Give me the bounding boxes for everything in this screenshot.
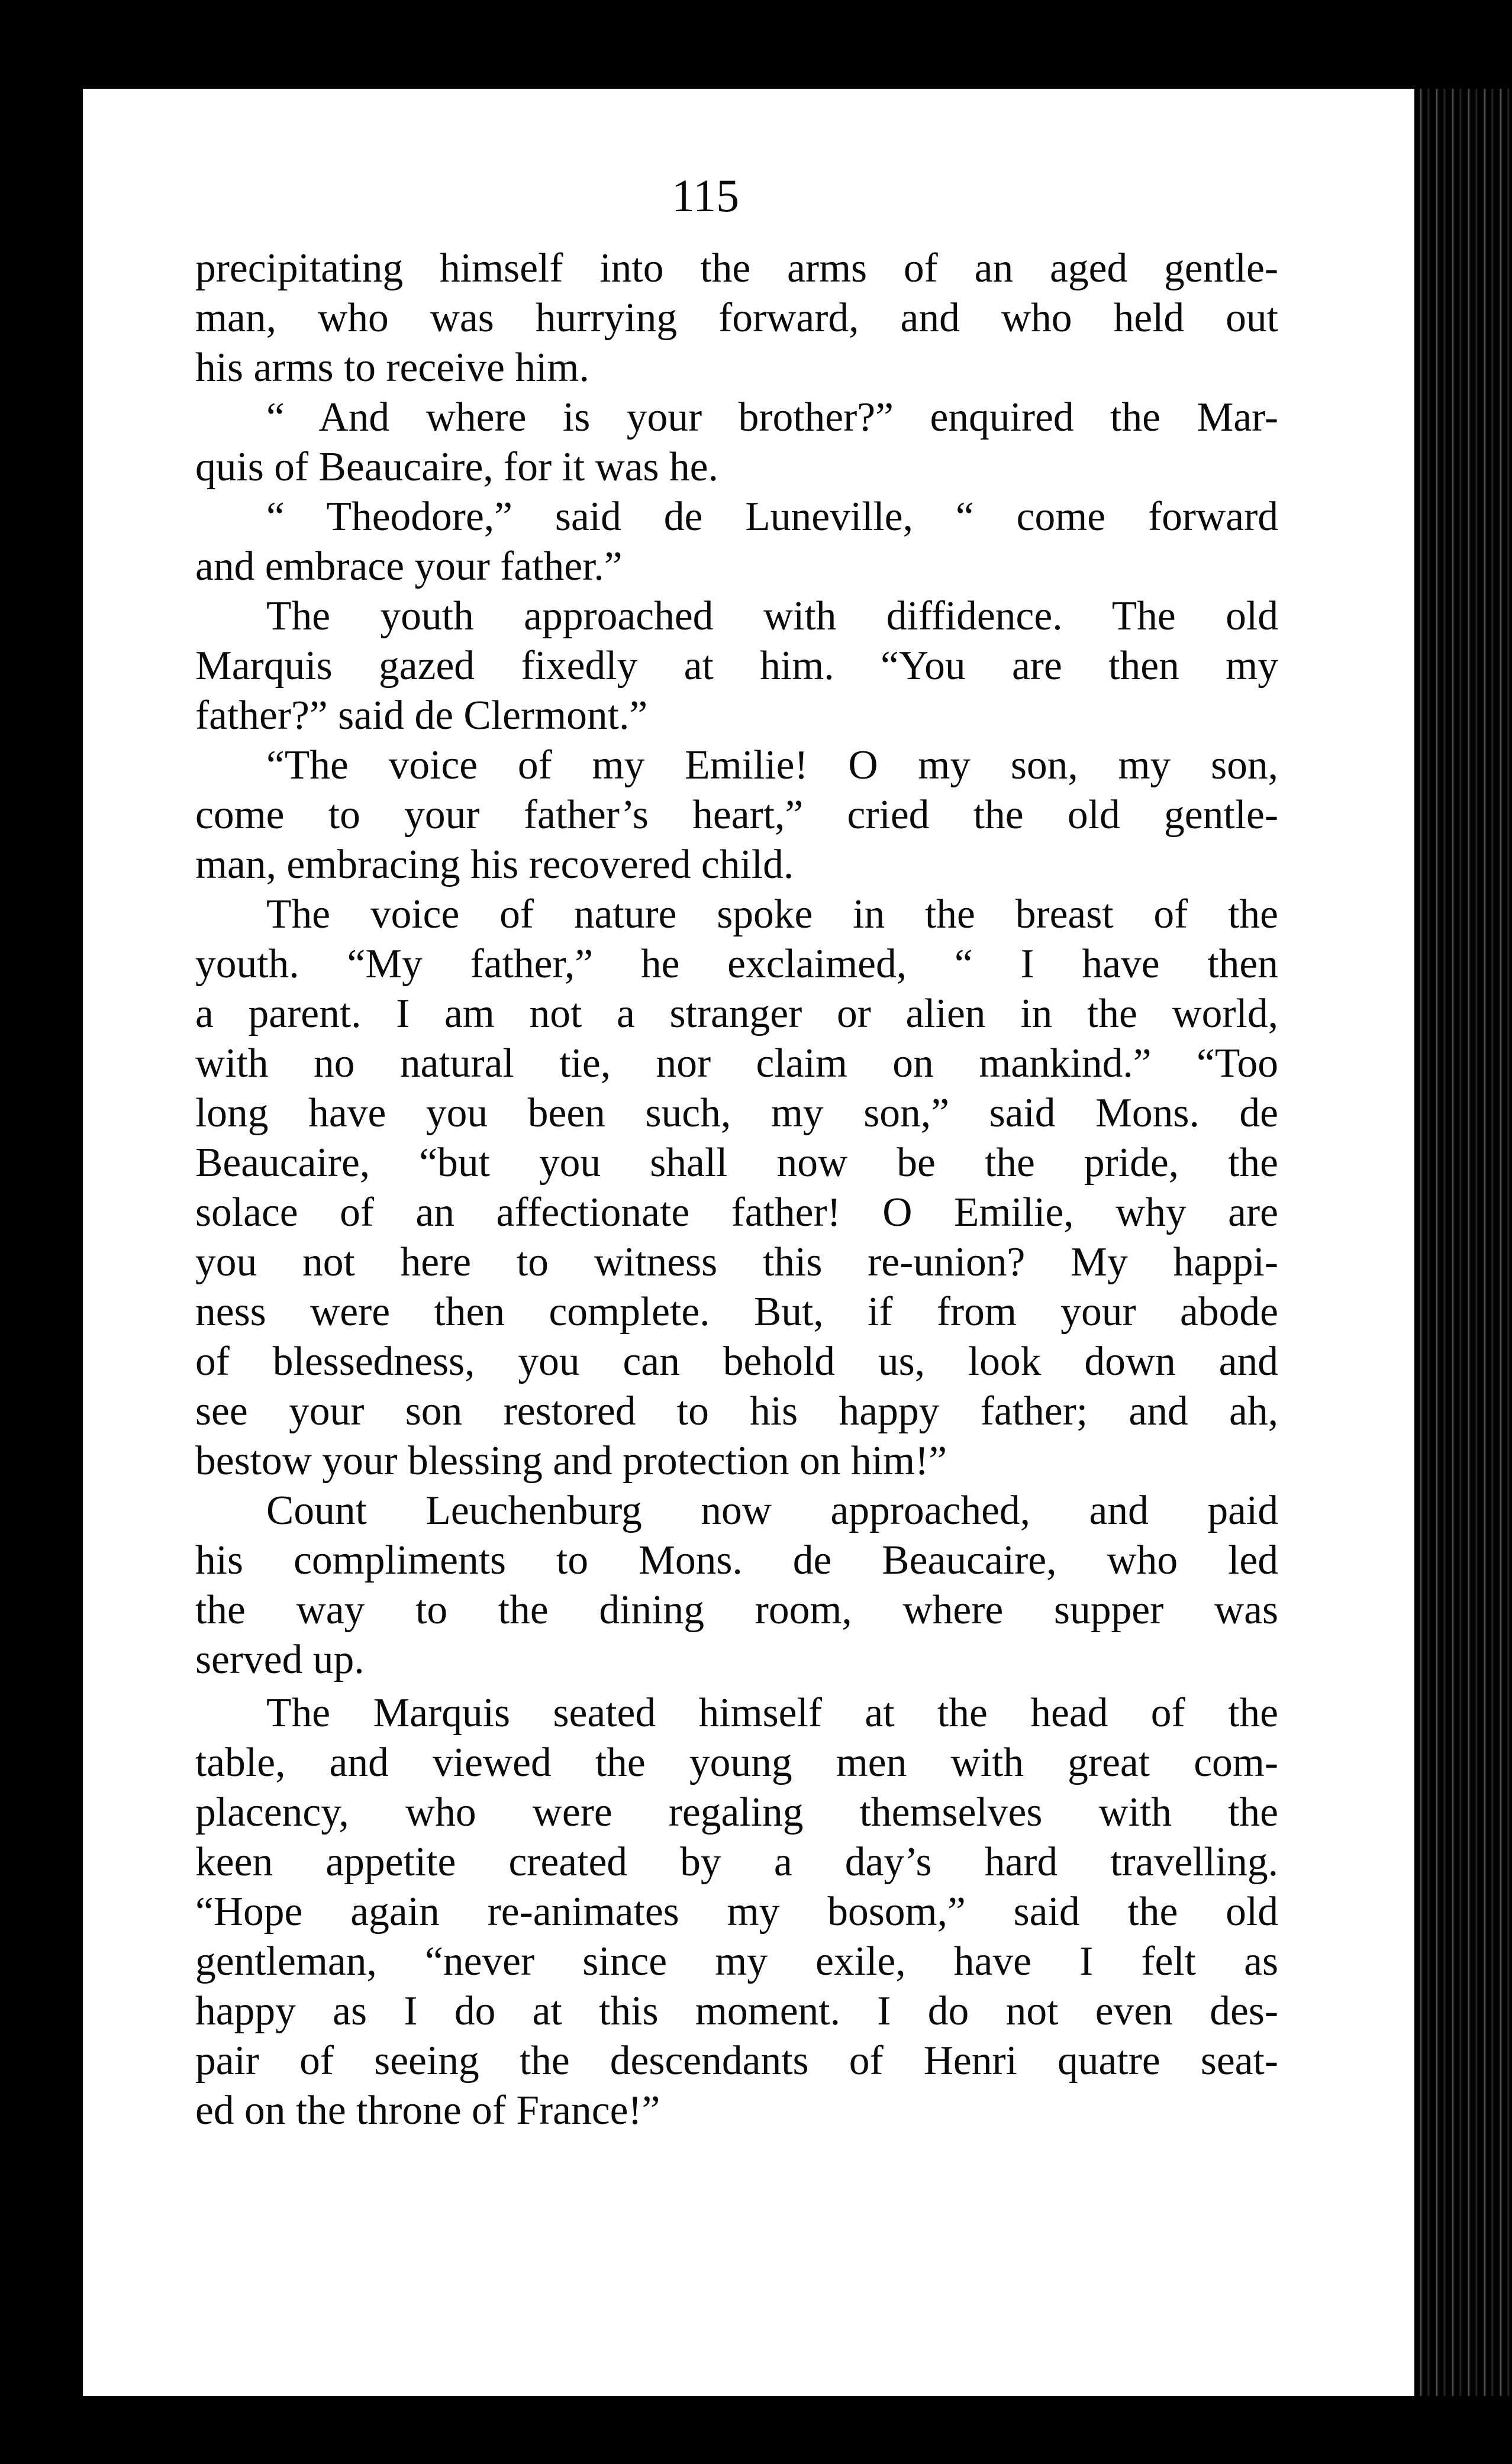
text-line: “The voice of my Emilie! O my son, my son,	[266, 742, 1278, 788]
text-line: pair of seeing the descendants of Henri quatre seat-	[195, 2038, 1278, 2084]
text-line: his compliments to Mons. de Beaucaire, who led	[195, 1538, 1278, 1583]
text-line: with no natural tie, nor claim on mankind.” “Too	[195, 1041, 1278, 1086]
text-line: of blessedness, you can behold us, look down and	[195, 1339, 1278, 1384]
text-line: Beaucaire, “but you shall now be the pride, the	[195, 1140, 1278, 1186]
text-line: gentleman, “never since my exile, have I felt as	[195, 1939, 1278, 1984]
text-line: man, embracing his recovered child.	[195, 842, 794, 887]
text-line: happy as I do at this moment. I do not even des-	[195, 1988, 1278, 2034]
text-line: precipitating himself into the arms of an aged gentle-	[195, 246, 1278, 291]
text-line: a parent. I am not a stranger or alien in the world,	[195, 991, 1278, 1036]
text-line: see your son restored to his happy father; and ah,	[195, 1388, 1278, 1434]
text-line: “ And where is your brother?” enquired the Mar-	[266, 395, 1278, 440]
text-line: table, and viewed the young men with great com-	[195, 1740, 1278, 1785]
text-line: Marquis gazed fixedly at him. “You are then my	[195, 643, 1278, 689]
text-line: The Marquis seated himself at the head of the	[266, 1690, 1278, 1736]
text-line: placency, who were regaling themselves with the	[195, 1790, 1278, 1835]
text-line: father?” said de Clermont.”	[195, 693, 648, 738]
text-line: keen appetite created by a day’s hard travelling.	[195, 1839, 1278, 1885]
page-edge-stack	[1414, 89, 1512, 2396]
text-line: his arms to receive him.	[195, 345, 589, 390]
text-line: long have you been such, my son,” said Mons. de	[195, 1090, 1278, 1136]
text-line: served up.	[195, 1637, 365, 1683]
text-line: “Hope again re-animates my bosom,” said the old	[195, 1889, 1278, 1935]
text-line: bestow your blessing and protection on him!”	[195, 1438, 947, 1484]
text-line: you not here to witness this re-union? My happi-	[195, 1239, 1278, 1285]
text-line: The youth approached with diffidence. The old	[266, 593, 1278, 639]
body-text	[195, 244, 1278, 2136]
text-line: Count Leuchenburg now approached, and paid	[266, 1488, 1278, 1533]
text-line: man, who was hurrying forward, and who held out	[195, 295, 1278, 341]
text-line: The voice of nature spoke in the breast of the	[266, 892, 1278, 937]
text-line: and embrace your father.”	[195, 544, 623, 589]
text-line: solace of an affectionate father! O Emilie, why are	[195, 1190, 1278, 1235]
text-line: “ Theodore,” said de Luneville, “ come forward	[266, 494, 1278, 540]
text-line: ed on the throne of France!”	[195, 2088, 660, 2133]
page-number: 115	[672, 170, 740, 221]
text-line: the way to the dining room, where supper was	[195, 1587, 1278, 1633]
text-line: come to your father’s heart,” cried the old gentle-	[195, 792, 1278, 838]
text-line: youth. “My father,” he exclaimed, “ I have then	[195, 941, 1278, 987]
text-line: quis of Beaucaire, for it was he.	[195, 444, 718, 490]
text-line: ness were then complete. But, if from your abode	[195, 1289, 1278, 1335]
